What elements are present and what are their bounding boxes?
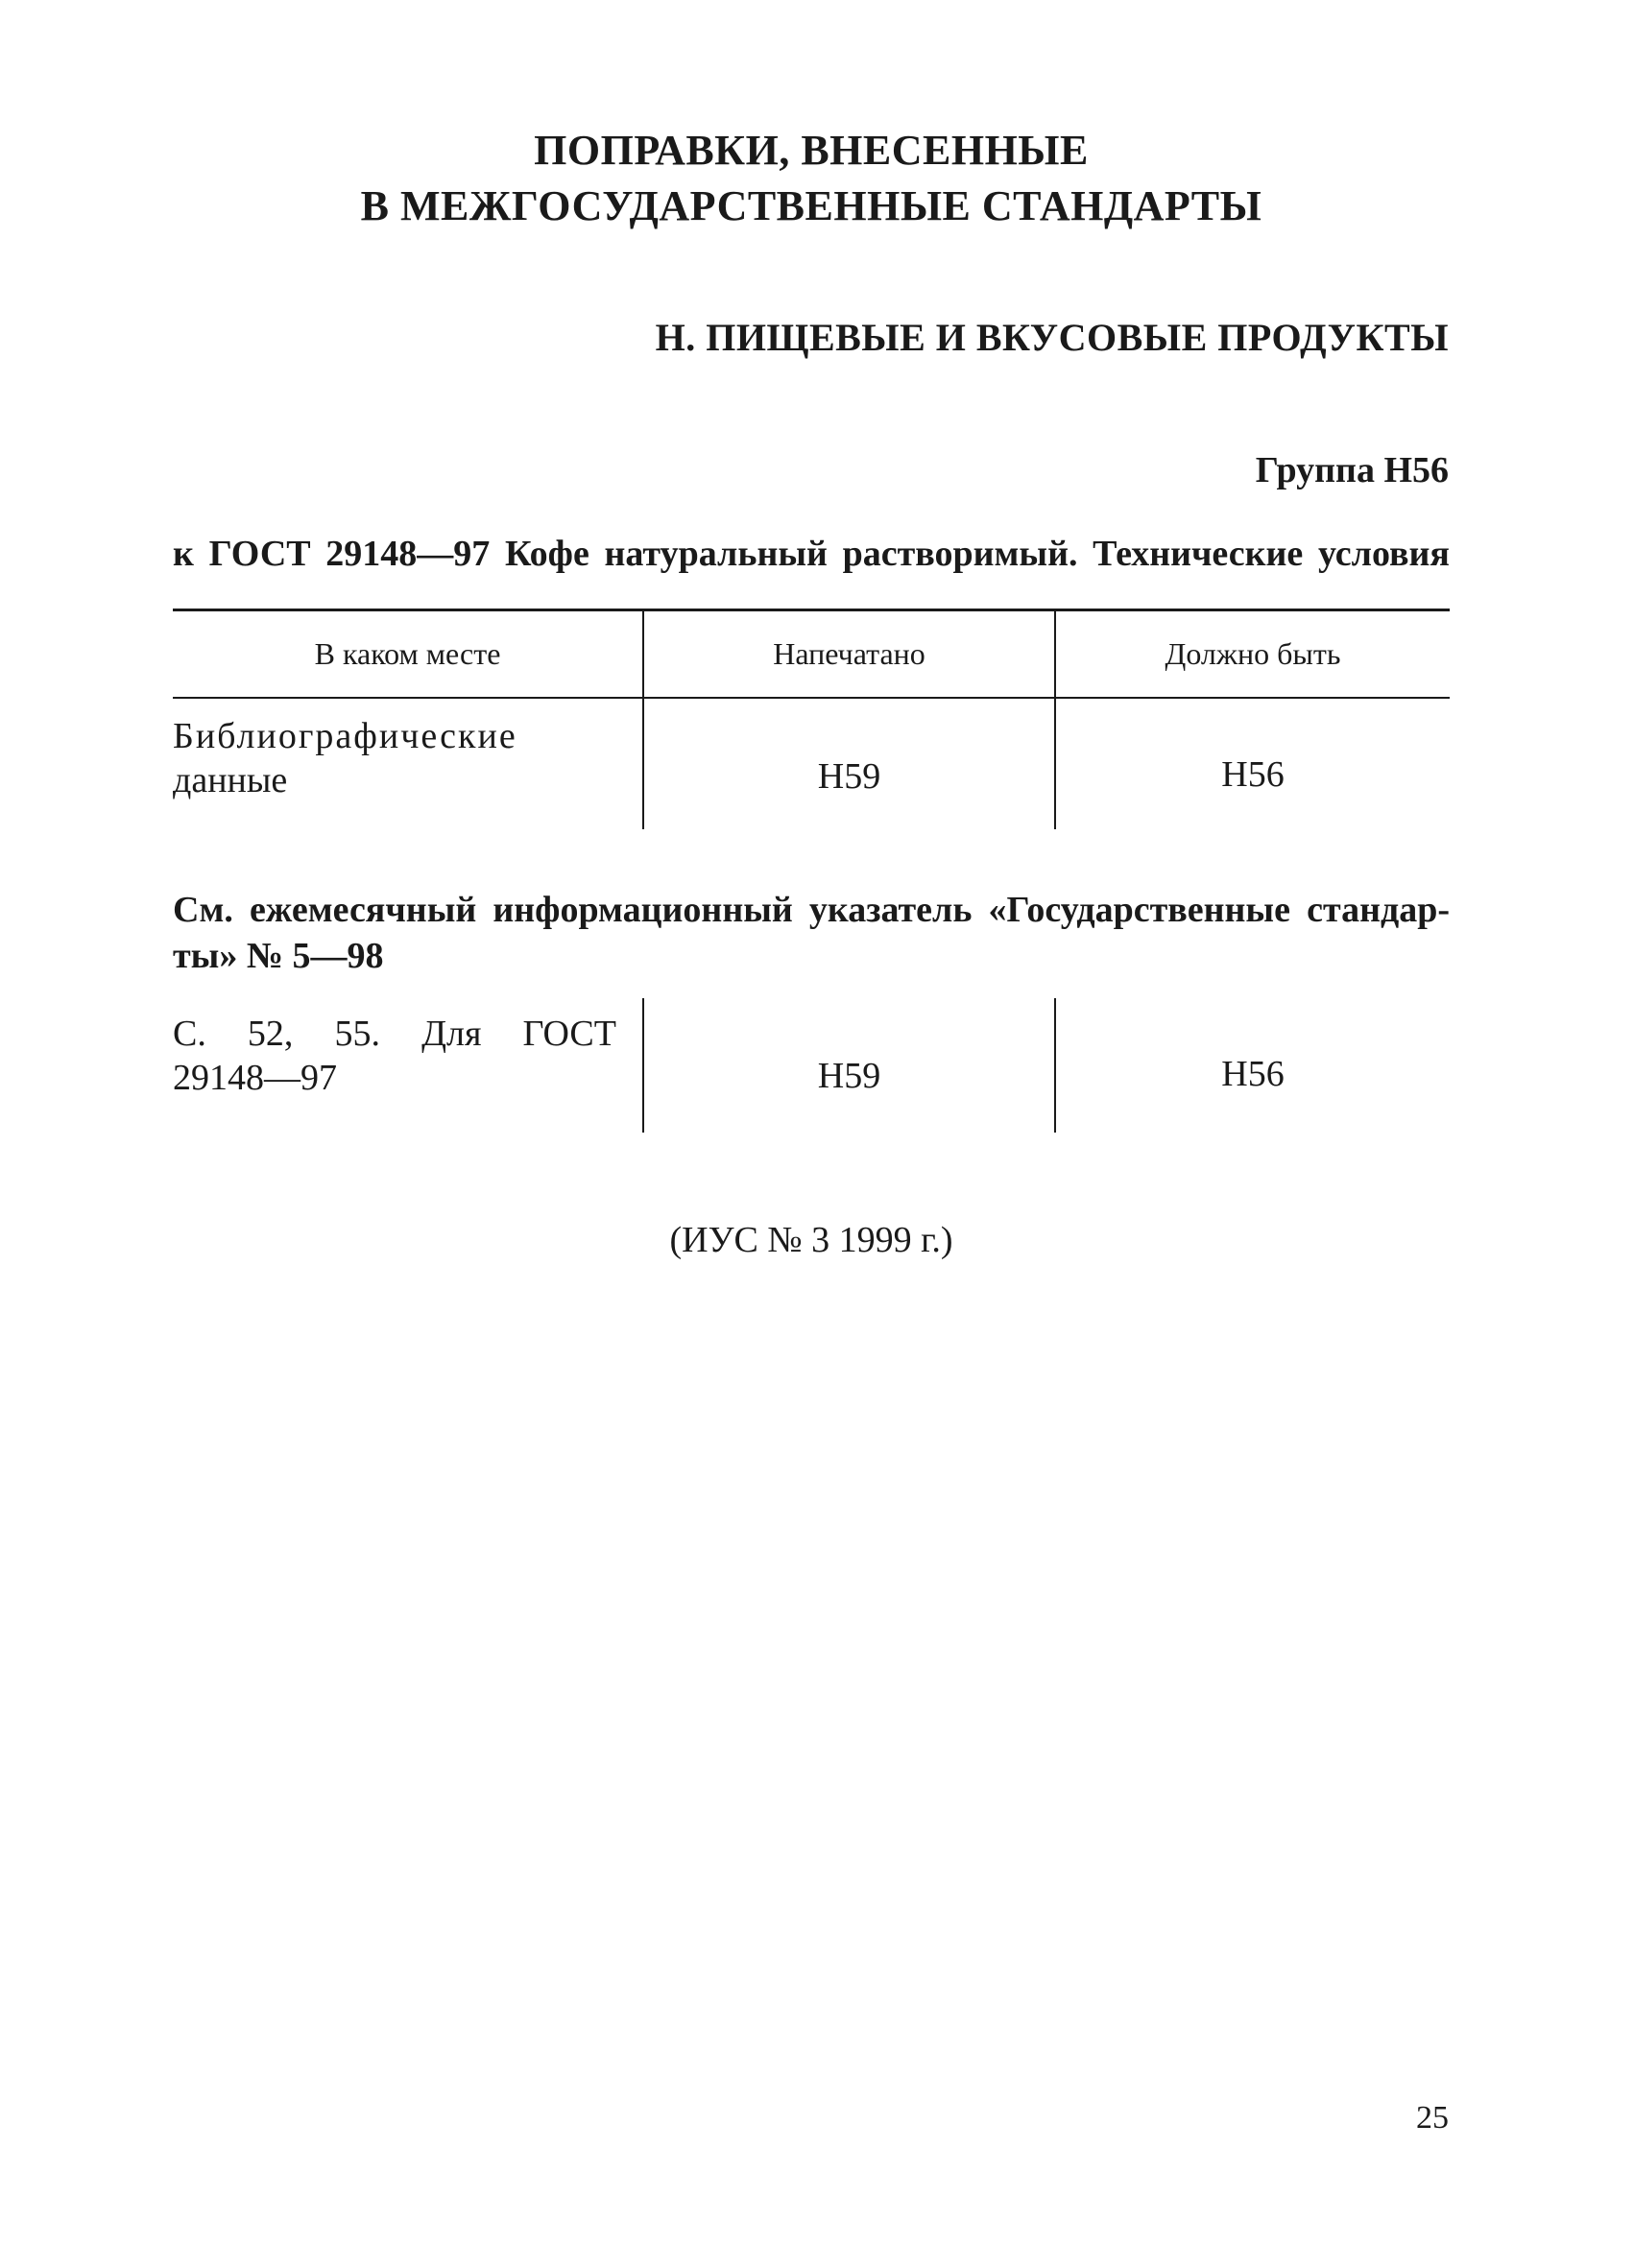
title-line-1: ПОПРАВКИ, ВНЕСЕННЫЕ — [534, 127, 1089, 174]
section-heading: Н. ПИЩЕВЫЕ И ВКУСОВЫЕ ПРОДУКТЫ — [655, 316, 1449, 359]
page-title — [173, 123, 1450, 234]
cell-place — [173, 714, 616, 802]
cell-place-line-2: 29148—97 — [173, 1058, 337, 1098]
standard-title: к ГОСТ 29148—97 Кофе натуральный растворимый. Технические условия — [173, 534, 1450, 574]
header-should-be: Должно быть — [1165, 636, 1341, 671]
page-number: 25 — [1416, 2100, 1449, 2136]
amendment-table — [173, 609, 1450, 829]
cell-should-be: Н56 — [1221, 1054, 1285, 1094]
table-top-rule — [173, 609, 1450, 611]
cell-place-line-1: С. 52, 55. Для ГОСТ — [173, 1014, 616, 1054]
source-note: (ИУС № 3 1999 г.) — [669, 1220, 953, 1260]
reference-paragraph — [173, 887, 1450, 979]
cell-printed: Н59 — [817, 756, 881, 797]
reference-table — [173, 998, 1450, 1133]
cell-printed: Н59 — [817, 1056, 881, 1096]
reference-line-2: ты» № 5—98 — [173, 936, 384, 976]
cell-place — [173, 1012, 616, 1100]
group-label: Группа Н56 — [1255, 450, 1449, 490]
cell-place-line-1: Библиографические — [173, 716, 517, 756]
header-printed: Напечатано — [773, 636, 925, 671]
table-header-rule — [173, 697, 1450, 699]
cell-place-line-2: данные — [173, 760, 288, 800]
header-place: В каком месте — [314, 636, 501, 671]
cell-should-be: Н56 — [1221, 754, 1285, 795]
title-line-2: В МЕЖГОСУДАРСТВЕННЫЕ СТАНДАРТЫ — [360, 182, 1262, 229]
reference-line-1: См. ежемесячный информационный указатель «Государственные стандар- — [173, 890, 1450, 930]
